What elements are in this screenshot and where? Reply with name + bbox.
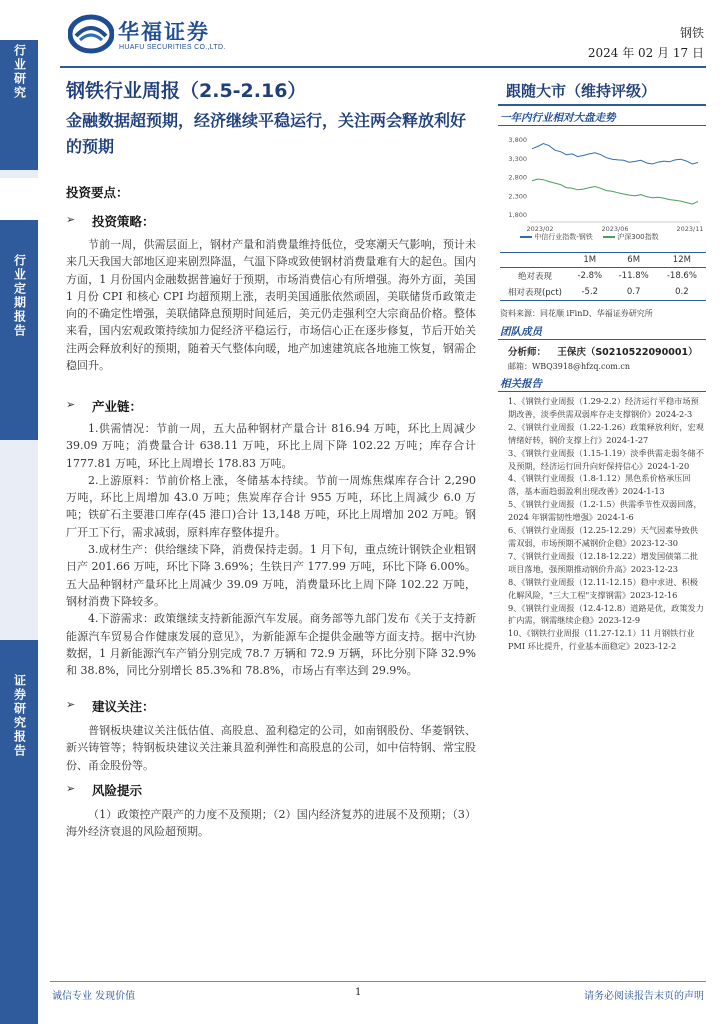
arrow-icon: ➢ — [66, 213, 76, 226]
report-link[interactable]: 7、《钢铁行业周报（12.18-12.22）增发国债第二批项目落地，强预期推动钢价升高》2023-12-23 — [508, 550, 698, 574]
legend-label: 沪深300指数 — [617, 233, 659, 241]
table-header: 12M — [672, 255, 691, 265]
rating: 跟随大市（维持评级） — [506, 82, 657, 100]
advice-heading: 建议关注： — [92, 699, 155, 714]
sidebar-label-securities: 证券研究报告 — [0, 640, 38, 1024]
sidebar-label-industry: 行业研究 — [0, 40, 38, 170]
team-heading: 团队成员 — [500, 326, 542, 338]
trend-chart — [500, 130, 706, 242]
advice-text: 普钢板块建议关注低估值、高股息、盈利稳定的公司，如南钢股份、华菱钢铁、新兴铸管等；特钢板块建议关注兼具盈利弹性和高股息的公司，如中信特钢、常宝股份、甬金股份等。 — [66, 724, 476, 772]
table-cell: 0.2 — [675, 287, 689, 297]
report-link[interactable]: 5、《钢铁行业周报（1.2-1.5）供需季节性双弱回落，2024 年钢需韧性增强》2024-1-6 — [508, 499, 702, 523]
page-number: 1 — [355, 987, 362, 998]
strategy-heading: 投资策略： — [92, 214, 155, 229]
footer-disclaimer: 请务必阅读报告末页的声明 — [584, 991, 704, 1002]
arrow-icon: ➢ — [66, 698, 76, 711]
report-link[interactable]: 3、《钢铁行业周报（1.15-1.19）淡季供需走弱冬储不及预期，经济运行回升向好保持信心》2024-1-20 — [508, 447, 704, 471]
report-link[interactable]: 4、《钢铁行业周报（1.8-1.12）黑色系价格承压回落，基本面趋弱盈利出现改善》2024-1-13 — [508, 473, 691, 497]
x-tick-label: 2023/06 — [601, 225, 629, 233]
chart-source: 资料来源：同花顺 iFinD、华福证券研究所 — [500, 309, 653, 318]
footer-slogan: 诚信专业 发现价值 — [52, 991, 136, 1002]
table-header: 1M — [583, 255, 597, 265]
chart-divider — [498, 125, 706, 126]
key-points-heading: 投资要点： — [66, 185, 129, 200]
reports-divider — [498, 391, 706, 392]
analyst-label: 分析师： — [508, 347, 547, 358]
logo-text: 华福证券 — [118, 20, 210, 44]
table-header — [500, 253, 570, 268]
chain-item: 1.供需情况：节前一周，五大品种钢材产量合计 816.94 万吨，环比上周减少 39.09 万吨；消费量合计 638.11 万吨，环比上周下降 102.22 万吨；库存合计 1777.81 万吨，环比上周增长 178.83 万吨。 — [66, 422, 476, 470]
rating-divider — [498, 104, 706, 106]
chain-item: 2.上游原料：节前价格上涨，冬储基本持续。节前一周炼焦煤库存合计 2,290 万吨，环比上周增加 43.0 万吨；焦炭库存合计 955 万吨，环比上周减少 6.0 万吨；铁矿石主要港口库存(45 港口)合计 13,148 万吨，环比上周增加 202 万吨。钢厂开工下行，需求减弱，原料库存整体提升。 — [66, 473, 476, 539]
table-cell: -2.8% — [577, 271, 603, 281]
related-reports — [508, 395, 704, 653]
chain-item: 3.成材生产：供给继续下降，消费保持走弱。1 月下旬，重点统计钢铁企业粗钢日产 201.66 万吨，环比下降 3.69%；生铁日产 177.99 万吨，环比下降 6.00%。五大品种钢材产量环比上周减少 39.09 万吨，消费量环比上周下降 102.22 万吨，钢材消费下降较多。 — [66, 543, 476, 608]
y-tick-label: 2,800 — [508, 173, 527, 182]
risk-heading: 风险提示 — [92, 783, 143, 798]
brand-logo — [68, 14, 268, 58]
risk-text: （1）政策控产限产的力度不及预期；（2）国内经济复苏的进展不及预期；（3）海外经济衰退的风险超预期。 — [66, 808, 476, 839]
chart-legend — [520, 232, 659, 242]
report-link[interactable]: 10、《钢铁行业周报（11.27-12.1）11 月钢铁行业 PMI 环比提升，行业基本面稳定》2023-12-2 — [508, 628, 695, 652]
report-link[interactable]: 6、《钢铁行业周报（12.25-12.29）天气因素导致供需双弱，市场预期不减钢价企稳》2023-12-30 — [508, 525, 698, 548]
header-industry: 钢铁 — [679, 26, 704, 40]
table-cell: 0.7 — [626, 287, 641, 297]
logo-icon — [68, 14, 114, 54]
left-sidebar — [0, 0, 38, 1024]
report-link[interactable]: 2、《钢铁行业周报（1.22-1.26）政策释放利好，宏观情绪好转，钢价支撑上行》2024-1-27 — [508, 421, 704, 445]
report-link[interactable]: 8、《钢铁行业周报（12.11-12.15）稳中求进、积极化解风险，"三大工程"支撑钢需》2023-12-16 — [508, 576, 698, 600]
header-date: 2024 年 02 月 17 日 — [587, 46, 704, 60]
table-cell: 绝对表现 — [517, 272, 552, 282]
table-header-row — [500, 253, 706, 268]
arrow-icon: ➢ — [66, 782, 76, 795]
table-row — [500, 284, 706, 301]
analyst-email[interactable]: 邮箱：WBQ3918@hfzq.com.cn — [508, 362, 631, 371]
series-line-1 — [532, 179, 698, 204]
y-tick-label: 1,800 — [508, 211, 527, 220]
y-tick-label: 3,300 — [508, 154, 527, 163]
x-tick-label: 2023/02 — [526, 225, 554, 233]
sidebar-label-periodic: 行业定期报告 — [0, 220, 38, 440]
logo-text-en: HUAFU SECURITIES CO.,LTD. — [119, 44, 226, 51]
legend-swatch — [520, 236, 532, 238]
chain-item: 4.下游需求：政策继续支持新能源汽车发展。商务部等九部门发布《关于支持新能源汽车贸易合作健康发展的意见》，为新能源车企提供金融等方面支持。据中汽协数据，1 月新能源汽车产销分别完成 78.7 万辆和 72.9 万辆，环比分别下降 32.9%和 38.8%，同比分别增长 85.3%和 78.8%，市场占有率达到 29.9%。 — [66, 612, 476, 678]
footer-divider — [50, 981, 706, 982]
table-cell: 相对表现(pct) — [507, 288, 563, 298]
team-divider — [498, 339, 706, 340]
x-tick-label: 2023/11 — [676, 225, 704, 233]
reports-heading: 相关报告 — [500, 378, 542, 390]
table-cell: -11.8% — [618, 271, 649, 281]
legend-swatch — [603, 236, 615, 238]
report-title: 钢铁行业周报（2.5-2.16） — [66, 80, 307, 102]
table-cell: -5.2 — [581, 287, 599, 297]
y-tick-label: 2,300 — [508, 192, 527, 201]
chain-list — [66, 420, 476, 679]
table-header: 6M — [627, 255, 641, 265]
table-row — [500, 268, 706, 285]
series-line-0 — [532, 144, 698, 165]
analyst-name: 王保庆（S0210522090001） — [557, 347, 698, 358]
chart-heading: 一年内行业相对大盘走势 — [500, 112, 616, 124]
header-divider — [60, 66, 706, 68]
chain-heading: 产业链： — [92, 399, 143, 414]
arrow-icon: ➢ — [66, 398, 76, 411]
strategy-text: 节前一周，供需层面上，钢材产量和消费量维持低位，受寒潮天气影响，预计未来几天我国大部地区迎来剧烈降温，气温下降或致使钢材消费量难有大的起色。国内方面，1 月份国内金融数据普遍好于预期，市场消费信心有所增强。海外方面，美国 1 月份 CPI 和核心 CPI 均超预期上涨，表明美国通胀依然顽固，美联储货币政策走向的不确定性增强，美联储降息预期时间延后，美元仍走强利空大宗商品价格。整体来看，国内宏观政策持续加力促经济平稳运行，市场信心正在逐步修复，节后开始关注两会释放利好的预期，随着天气整体向暖，地产加速建筑底各地施工恢复，钢需企稳回升。 — [66, 238, 476, 373]
report-link[interactable]: 9、《钢铁行业周报（12.4-12.8）道路是优，政策发力扩内需，钢需继续企稳》2023-12-9 — [508, 602, 704, 626]
table-cell: -18.6% — [666, 271, 697, 281]
analyst-line — [508, 344, 698, 358]
legend-label: 中信行业指数-钢铁 — [534, 233, 593, 241]
performance-table — [500, 252, 706, 301]
report-link[interactable]: 1、《钢铁行业周报（1.29-2.2）经济运行平稳市场预期改善，淡季供需双弱库存走支撑钢价》2024-2-3 — [508, 396, 699, 419]
y-tick-label: 3,800 — [508, 136, 527, 145]
report-subtitle: 金融数据超预期，经济继续平稳运行，关注两会释放利好的预期 — [66, 111, 467, 156]
